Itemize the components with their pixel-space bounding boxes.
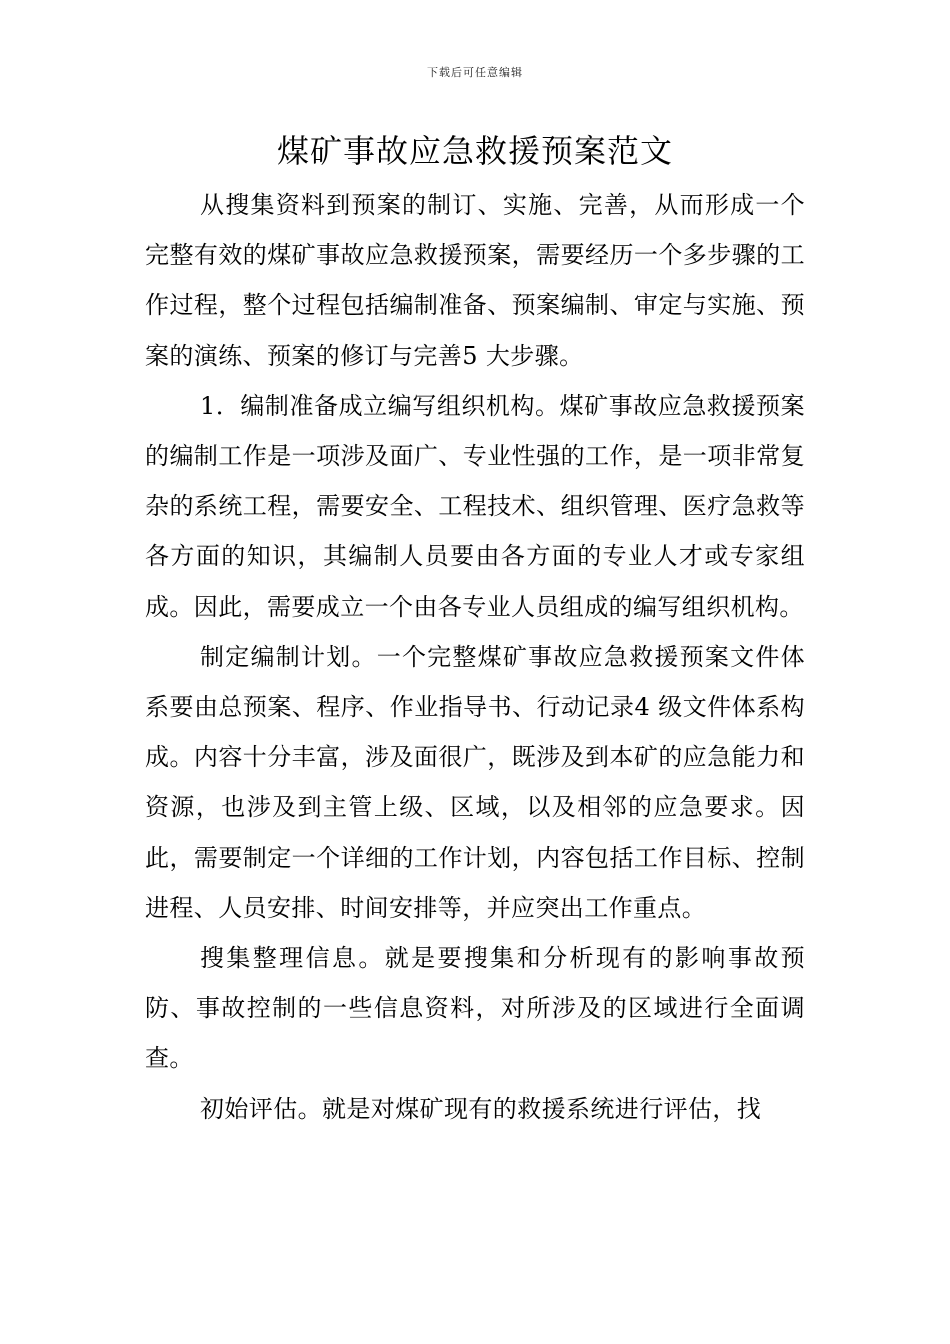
document-title: 煤矿事故应急救援预案范文 xyxy=(276,132,673,170)
paragraph-intro: 从搜集资料到预案的制订、实施、完善，从而形成一个完整有效的煤矿事故应急救援预案，需要经历一个多步骤的工作过程，整个过程包括编制准备、预案编制、审定与实施、预案的演练、预案的修订与完善5 大步骤。 xyxy=(145,191,805,370)
paragraph-preparation: 1．编制准备成立编写组织机构。煤矿事故应急救援预案的编制工作是一项涉及面广、专业性强的工作，是一项非常复杂的系统工程，需要安全、工程技术、组织管理、医疗急救等各方面的知识，其编制人员要由各方面的专业人才或专家组成。因此，需要成立一个由各专业人员组成的编写组织机构。 xyxy=(145,391,805,621)
paragraph-assessment: 初始评估。就是对煤矿现有的救援系统进行评估，找 xyxy=(200,1094,762,1123)
paragraph-information: 搜集整理信息。就是要搜集和分析现有的影响事故预防、事故控制的一些信息资料，对所涉及的区域进行全面调查。 xyxy=(145,944,805,1073)
document-body xyxy=(145,180,805,1134)
paragraph-plan: 制定编制计划。一个完整煤矿事故应急救援预案文件体系要由总预案、程序、作业指导书、行动记录4 级文件体系构成。内容十分丰富，涉及面很广，既涉及到本矿的应急能力和资源，也涉及到主管上级、区域，以及相邻的应急要求。因此，需要制定一个详细的工作计划，内容包括工作目标、控制进程、人员安排、时间安排等，并应突出工作重点。 xyxy=(145,642,805,922)
page-header-note: 下载后可任意编辑 xyxy=(427,66,523,79)
